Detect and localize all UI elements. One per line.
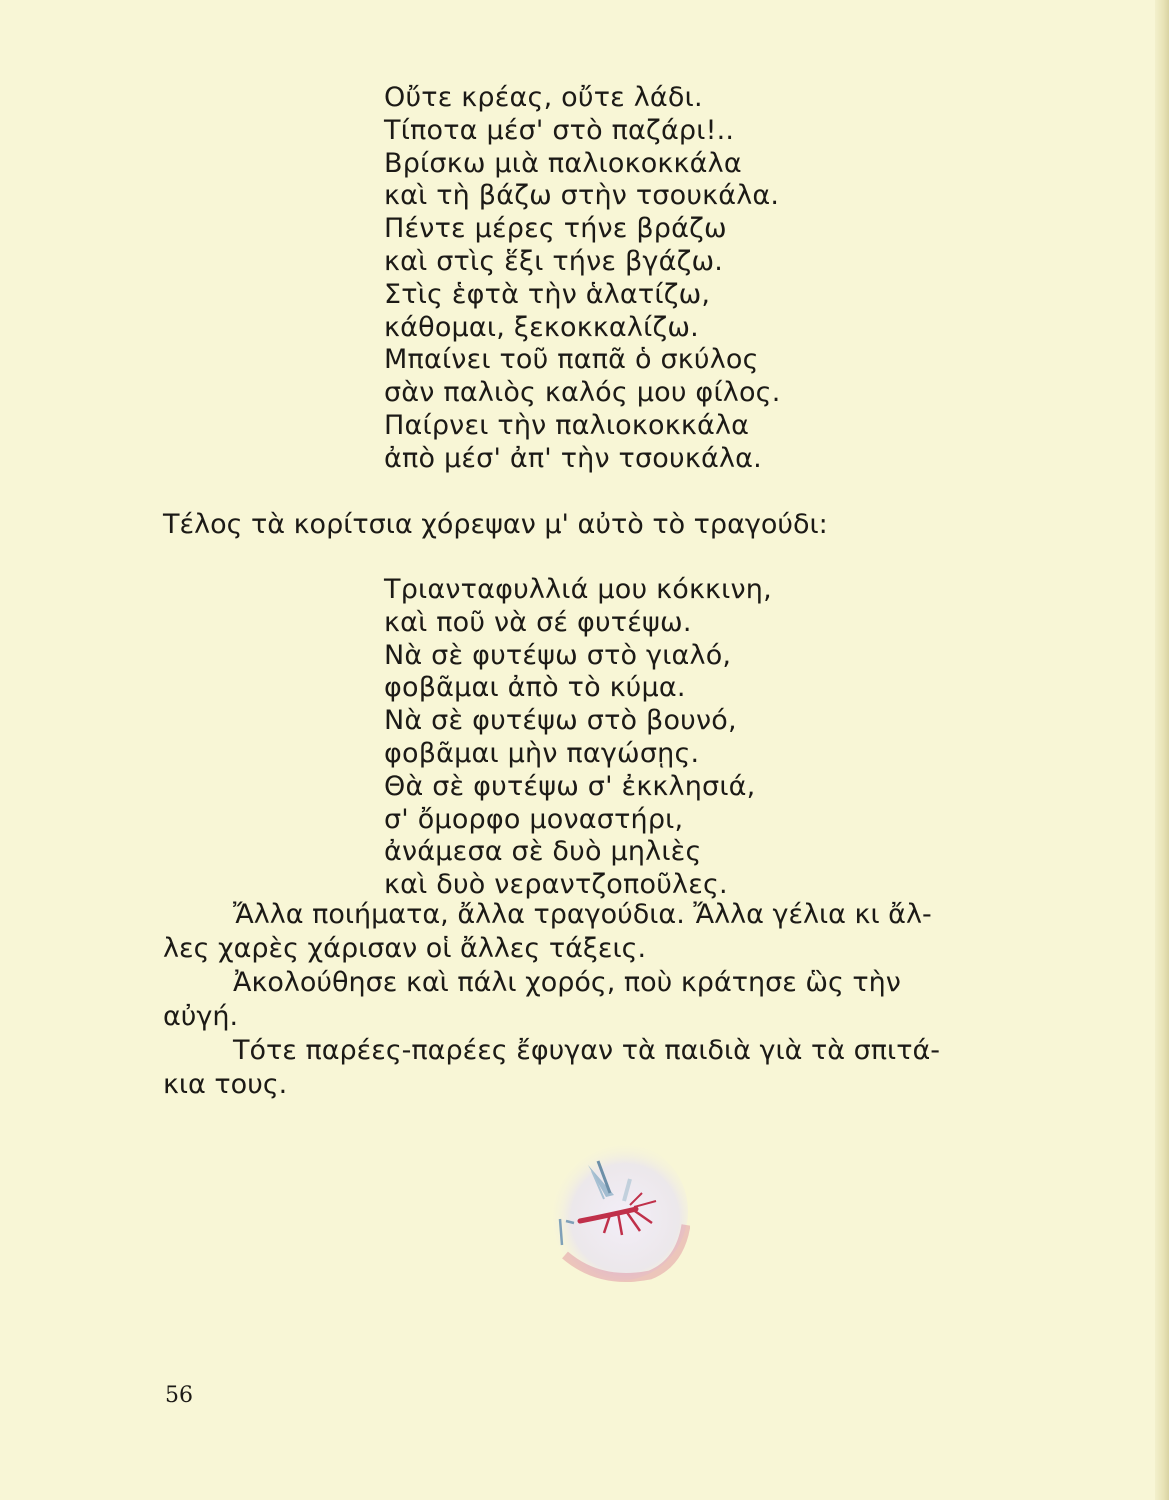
prose-line: Ἀκολούθησε καὶ πάλι χορός, ποὺ κράτησε ὣς τὴν xyxy=(233,967,901,998)
poem-line: Νὰ σὲ φυτέψω στὸ βουνό, xyxy=(384,705,737,737)
prose-paragraphs xyxy=(163,898,1043,1102)
insect-vignette-icon xyxy=(540,1135,690,1285)
poem-line: καὶ τὴ βάζω στὴν τσουκάλα. xyxy=(384,180,780,212)
poem-stanza-1 xyxy=(384,82,781,476)
poem-line: ἀπὸ μέσ' ἀπ' τὴν τσουκάλα. xyxy=(384,442,762,474)
poem-line: Παίρνει τὴν παλιοκοκκάλα xyxy=(384,409,750,441)
poem-line: Τίποτα μέσ' στὸ παζάρι!.. xyxy=(384,114,735,146)
poem-line: Βρίσκω μιὰ παλιοκοκκάλα xyxy=(384,147,742,179)
poem-line: Τριανταφυλλιά μου κόκκινη, xyxy=(384,574,772,605)
page-edge xyxy=(1155,0,1169,1500)
poem-line: κάθομαι, ξεκοκκαλίζω. xyxy=(384,311,699,343)
poem-line: ἀνάμεσα σὲ δυὸ μηλιὲς xyxy=(384,836,702,868)
prose-line: Τότε παρέες-παρέες ἔφυγαν τὰ παιδιὰ γιὰ τὰ σπιτά- xyxy=(233,1035,940,1066)
poem-line: καὶ δυὸ νεραντζοποῦλες. xyxy=(384,869,728,901)
poem-line: Νὰ σὲ φυτέψω στὸ γιαλό, xyxy=(384,639,732,671)
poem-line: Πέντε μέρες τήνε βράζω xyxy=(384,213,727,245)
prose-line: αὐγή. xyxy=(163,1001,239,1032)
prose-line: Ἄλλα ποιήματα, ἄλλα τραγούδια. Ἄλλα γέλια κι ἄλ- xyxy=(233,899,932,930)
prose-line: κια τους. xyxy=(163,1069,288,1100)
poem-line: καὶ στὶς ἕξι τήνε βγάζω. xyxy=(384,245,724,277)
poem-line: φοβᾶμαι ἀπὸ τὸ κύμα. xyxy=(384,672,686,704)
intro-line: Τέλος τὰ κορίτσια χόρεψαν μ' αὐτὸ τὸ τραγούδι: xyxy=(163,509,828,540)
poem-line: Μπαίνει τοῦ παπᾶ ὁ σκύλος xyxy=(384,344,759,376)
prose-line: λες χαρὲς χάρισαν οἱ ἄλλες τάξεις. xyxy=(163,933,647,964)
poem-line: Στὶς ἑφτὰ τὴν ἁλατίζω, xyxy=(384,278,711,310)
poem-stanza-2 xyxy=(384,574,772,902)
page-number: 56 xyxy=(165,1383,193,1408)
poem-line: Οὔτε κρέας, οὔτε λάδι. xyxy=(384,82,703,113)
poem-line: σ' ὄμορφο μοναστήρι, xyxy=(384,803,684,835)
poem-line: καὶ ποῦ νὰ σέ φυτέψω. xyxy=(384,606,692,638)
poem-line: Θὰ σὲ φυτέψω σ' ἐκκλησιά, xyxy=(384,770,756,802)
poem-line: φοβᾶμαι μὴν παγώσῃς. xyxy=(384,737,700,769)
poem-line: σὰν παλιὸς καλός μου φίλος. xyxy=(384,377,781,409)
